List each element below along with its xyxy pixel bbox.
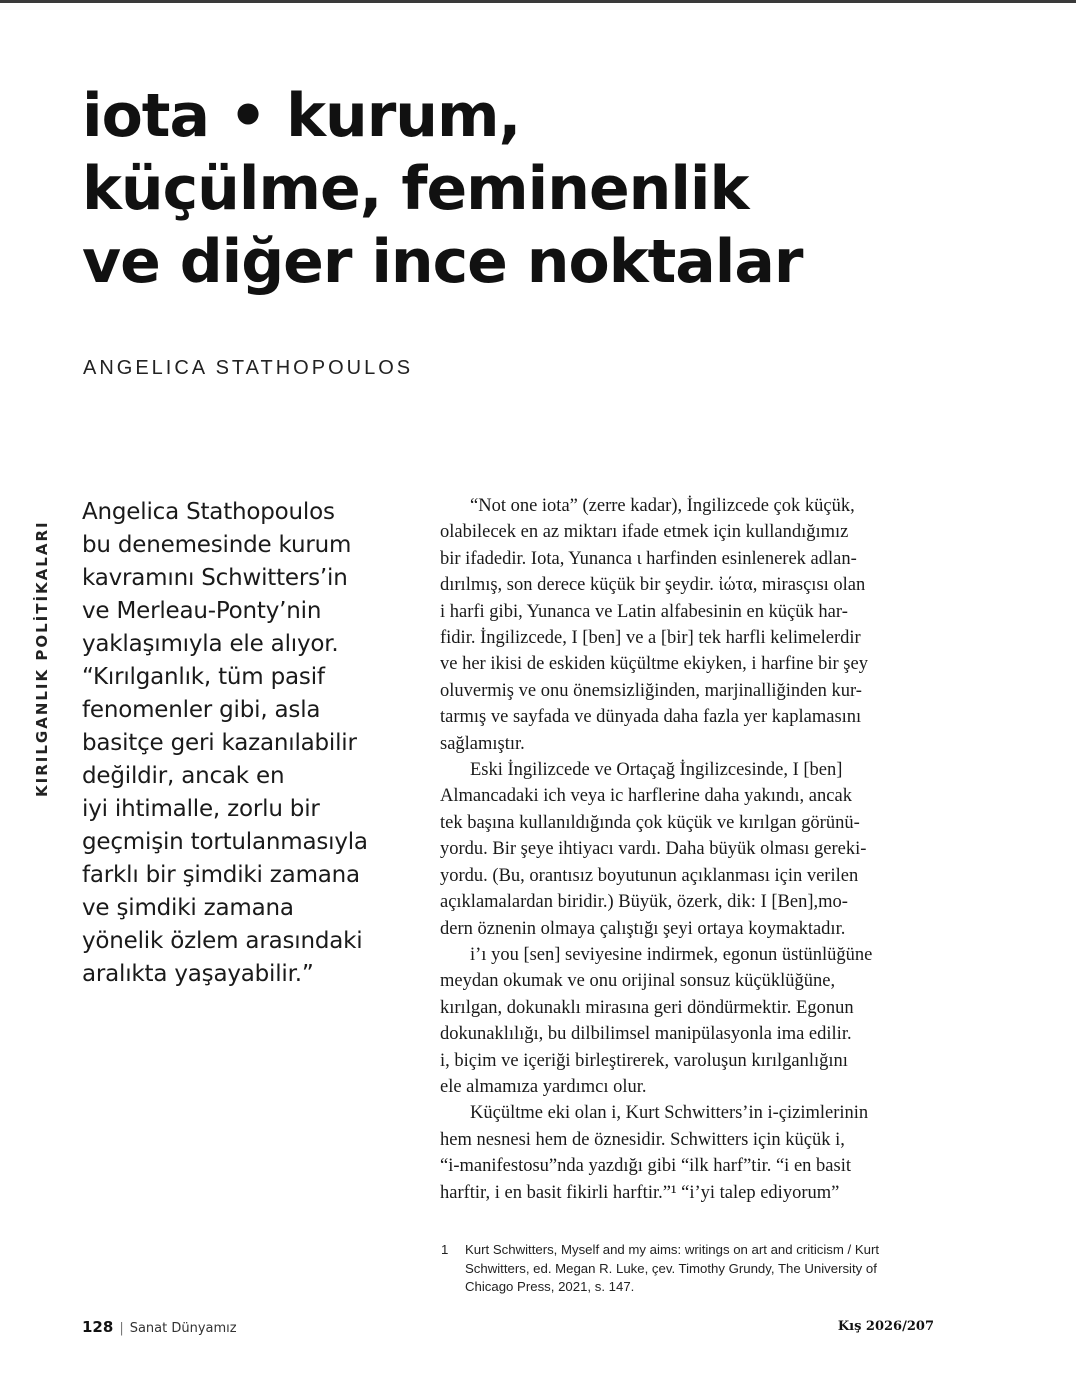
intro-line: iyi ihtimalle, zorlu bir [82,796,320,822]
body-line: olabilecek en az miktarı ifade etmek için kullandığımız [440,522,849,543]
section-label: KIRILGANLIK POLİTİKALARI [33,520,51,797]
intro-line: ve şimdiki zamana [82,895,294,921]
intro-line: basitçe geri kazanılabilir [82,730,357,756]
body-line: ve her ikisi de eskiden küçültme ekiyken, i harfine bir şey [440,654,868,675]
body-line: dern öznenin olmaya çalıştığı şeyi ortaya koymaktadır. [440,918,846,939]
article-title [82,80,982,299]
page-footer-left [82,1318,237,1336]
body-line: bir ifadedir. Iota, Yunanca ι harfinden esinlenerek adlan- [440,548,857,569]
intro-line: değildir, ancak en [82,763,285,789]
body-line: kırılgan, dokunaklı mirasına geri döndürmektir. Egonun [440,997,854,1018]
intro-text [82,496,392,991]
footer-separator: | [119,1321,124,1336]
body-line: yordu. Bir şeye ihtiyacı vardı. Daha büyük olması gereki- [440,839,867,860]
body-line: fidir. İngilizcede, I [ben] ve a [bir] tek harfli kelimelerdir [440,628,861,649]
magazine-name: Sanat Dünyamız [129,1321,237,1336]
body-line: oluvermiş ve onu önemsizliğinden, marjinalliğinden kur- [440,680,862,701]
body-line: sağlamıştır. [440,733,525,754]
body-line: “i-manifestosu”nda yazdığı gibi “ilk harf”tir. “i en basit [440,1156,851,1177]
body-line: i, biçim ve içeriği birleştirerek, varoluşun kırılganlığını [440,1050,848,1071]
body-line: “Not one iota” (zerre kadar), İngilizcede çok küçük, [470,496,855,516]
intro-line: ve Merleau-Ponty’nin [82,598,322,624]
footnote-line: Schwitters, ed. Megan R. Luke, çev. Timothy Grundy, The University of [465,1260,877,1276]
body-line: tarmış ve sayfada ve dünyada daha fazla yer kaplamasını [440,707,862,728]
intro-line: farklı bir şimdiki zamana [82,862,360,888]
body-line: i’ı you [sen] seviyesine indirmek, egonun üstünlüğüne [470,944,873,965]
body-line: Almancadaki ich veya ic harflerine daha yakındı, ancak [440,786,852,807]
footnote-text [465,1241,945,1297]
title-line: ve diğer ince noktalar [82,227,803,297]
footnote-line: Kurt Schwitters, Myself and my aims: writings on art and criticism / Kurt [465,1242,880,1257]
author-name: ANGELICA STATHOPOULOS [83,357,414,379]
body-line: dırılmış, son derece küçük bir şeydir. ἰώτα, mirasçısı olan [440,575,866,596]
intro-line: yaklaşımıyla ele alıyor. [82,631,339,657]
body-line: ele almamıza yardımcı olur. [440,1076,647,1097]
intro-line: geçmişin tortulanmasıyla [82,829,368,855]
body-line: meydan okumak ve onu orijinal sonsuz küçüklüğüne, [440,971,836,992]
title-line: küçülme, feminenlik [82,154,749,224]
body-line: hem nesnesi hem de öznesidir. Schwitters için küçük i, [440,1129,845,1150]
body-line: yordu. (Bu, orantısız boyutunun açıklanması için verilen [440,865,859,886]
intro-line: yönelik özlem arasındaki [82,928,363,954]
body-line: i harfi gibi, Yunanca ve Latin alfabesinin en küçük har- [440,601,848,622]
page-number: 128 [82,1318,114,1336]
intro-line: “Kırılganlık, tüm pasif [82,664,325,690]
title-line: iota • kurum, [82,81,521,151]
intro-line: aralıkta yaşayabilir.” [82,961,314,987]
body-line: Küçültme eki olan i, Kurt Schwitters’in i-çizimlerinin [470,1103,869,1124]
footnote-number: 1 [441,1242,449,1257]
body-line: tek başına kullanıldığında çok küçük ve kırılgan görünü- [440,812,860,833]
intro-line: bu denemesinde kurum [82,532,352,558]
body-line: dokunaklılığı, bu dilbilimsel manipülasyonla ima edilir. [440,1024,852,1045]
body-line: Eski İngilizcede ve Ortaçağ İngilizcesinde, I [ben] [470,760,843,781]
footnote-line: Chicago Press, 2021, s. 147. [465,1279,635,1294]
intro-line: fenomenler gibi, asla [82,697,321,723]
top-rule [0,0,1076,3]
body-line: açıklamalardan biridir.) Büyük, özerk, dik: I [Ben],mo- [440,892,848,913]
issue-label: Kış 2026/207 [837,1319,934,1334]
intro-line: Angelica Stathopoulos [82,499,335,525]
body-text [440,493,940,1206]
intro-line: kavramını Schwitters’in [82,565,348,591]
body-line: harftir, i en basit fikirli harftir.”¹ “i’yi talep ediyorum” [440,1182,840,1203]
